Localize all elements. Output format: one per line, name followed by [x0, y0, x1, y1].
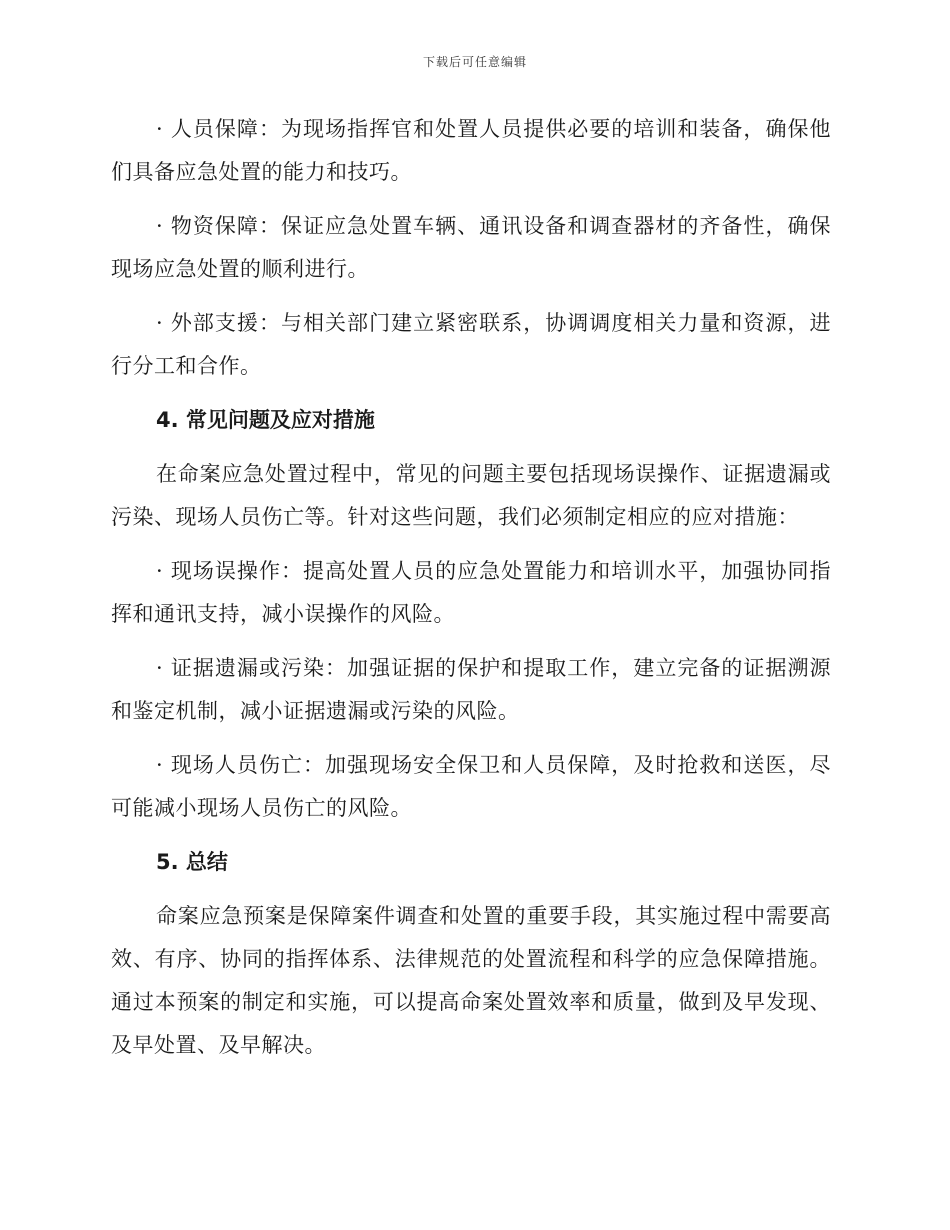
- page-header: 下载后可任意编辑: [422, 55, 527, 69]
- paragraph-problems-intro: 在命案应急处置过程中，常见的问题主要包括现场误操作、证据遗漏或污染、现场人员伤亡等。针对这些问题，我们必须制定相应的应对措施：: [111, 462, 831, 529]
- document-body: [111, 108, 831, 1067]
- paragraph-external-support: · 外部支援：与相关部门建立紧密联系，协调调度相关力量和资源，进行分工和合作。: [111, 311, 831, 378]
- paragraph-evidence: · 证据遗漏或污染：加强证据的保护和提取工作，建立完备的证据溯源和鉴定机制，减小证据遗漏或污染的风险。: [111, 656, 831, 723]
- paragraph-personnel-support: · 人员保障：为现场指挥官和处置人员提供必要的培训和装备，确保他们具备应急处置的能力和技巧。: [111, 117, 831, 184]
- paragraph-material-support: · 物资保障：保证应急处置车辆、通讯设备和调查器材的齐备性，确保现场应急处置的顺利进行。: [111, 214, 831, 281]
- paragraph-summary: 命案应急预案是保障案件调查和处置的重要手段，其实施过程中需要高效、有序、协同的指挥体系、法律规范的处置流程和科学的应急保障措施。通过本预案的制定和实施，可以提高命案处置效率和质量，做到及早发现、及早处置、及早解决。: [111, 904, 831, 1057]
- paragraph-casualties: · 现场人员伤亡：加强现场安全保卫和人员保障，及时抢救和送医，尽可能减小现场人员伤亡的风险。: [111, 753, 831, 820]
- section-heading-common-problems: 4. 常见问题及应对措施: [156, 408, 375, 432]
- paragraph-misoperation: · 现场误操作：提高处置人员的应急处置能力和培训水平，加强协同指挥和通讯支持，减小误操作的风险。: [111, 559, 831, 626]
- section-heading-summary: 5. 总结: [156, 850, 228, 874]
